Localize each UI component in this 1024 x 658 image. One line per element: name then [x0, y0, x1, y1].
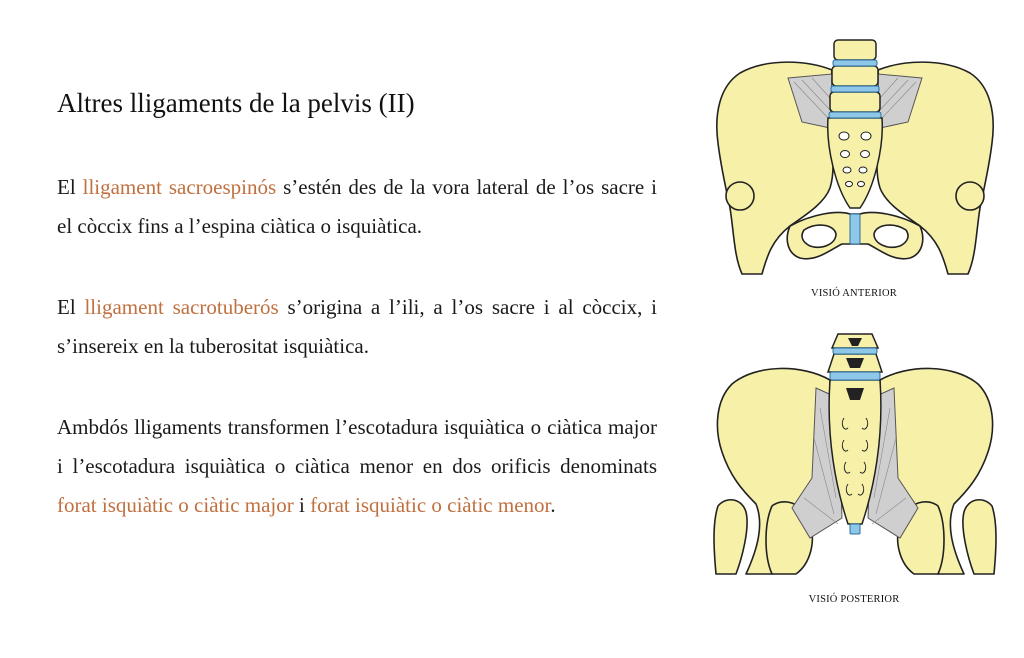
page-title: Altres lligaments de la pelvis (II) [57, 88, 415, 118]
paragraph-sciatic-foramina [57, 408, 657, 525]
term-sacrospinous-ligament: lligament sacroespinós [82, 175, 277, 199]
p3-post: . [550, 493, 556, 517]
p2-pre: El [57, 295, 85, 319]
p3-mid: i [293, 493, 311, 517]
caption-anterior-view: VISIÓ ANTERIOR [811, 288, 897, 299]
p1-pre: El [57, 175, 83, 199]
term-sacrotuberous-ligament: lligament sacrotuberós [84, 295, 279, 319]
p3-pre: Ambdós lligaments transformen l’escotadura isquiàtica o ciàtica major i l’escotadura isquiàtica o ciàtica menor en dos orificis denominats [57, 415, 657, 478]
pelvis-anterior-illustration [712, 18, 998, 276]
pelvis-posterior-illustration [712, 328, 998, 578]
paragraph-sacrospinous [57, 168, 657, 246]
p2-post: s’origina a l’ili, a l’os sacre i al còccix, i s’insereix en la tuberositat isquiàtica. [57, 295, 657, 358]
term-lesser-sciatic-foramen: forat isquiàtic o ciàtic menor [310, 493, 551, 517]
term-greater-sciatic-foramen: forat isquiàtic o ciàtic major [57, 493, 294, 517]
caption-posterior-view: VISIÓ POSTERIOR [808, 594, 900, 605]
p1-post: s’estén des de la vora lateral de l’os sacre i el còccix fins a l’espina ciàtica o isquiàtica. [57, 175, 657, 238]
paragraph-sacrotuberous [57, 288, 657, 366]
